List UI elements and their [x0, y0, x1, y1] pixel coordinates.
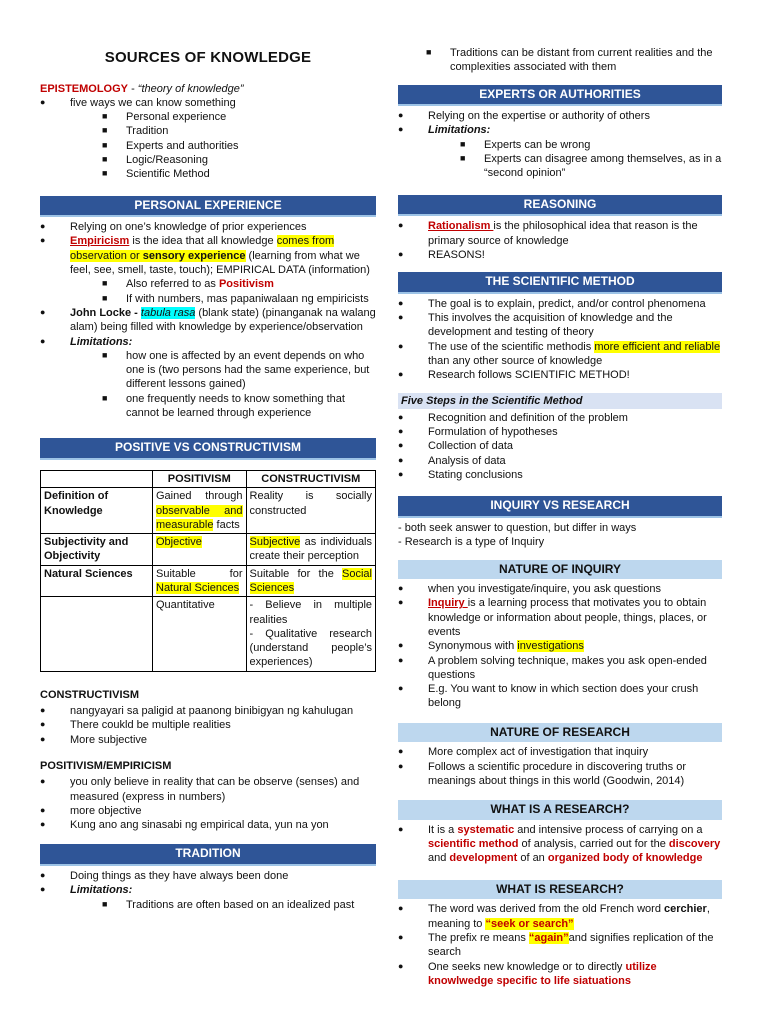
list-item: ● nangyayari sa paligid at paanong binibigyan ng kahulugan	[40, 704, 376, 718]
what-is-research-list	[398, 902, 722, 988]
cell-text: Suitable for	[156, 567, 243, 580]
table-row	[41, 488, 376, 534]
page-title: SOURCES OF KNOWLEDGE	[104, 49, 312, 66]
cell-text: as individuals create their perception	[249, 536, 372, 563]
epistemology-term: EPISTEMOLOGY	[40, 82, 129, 95]
list-item	[40, 96, 376, 182]
table-cell	[246, 597, 375, 671]
limitations-sublist	[70, 349, 376, 420]
wr-red: scientific method	[428, 838, 519, 851]
table-header: CONSTRUCTIVISM	[246, 470, 375, 487]
nature-of-inquiry-heading: NATURE OF INQUIRY	[398, 560, 722, 580]
tradition-sublist	[70, 898, 376, 912]
ivr-line-1: - both seek answer to question, but differ in ways	[398, 521, 637, 534]
ivr-line-2: - Research is a type of Inquiry	[398, 536, 545, 549]
list-item: ● Relying on the expertise or authority of others	[398, 109, 722, 123]
row-label: Natural Sciences	[41, 565, 153, 597]
locke-text: (blank state) (pinanganak na walang alam) being filled with knowledge by experience/observation	[70, 306, 376, 334]
list-item: ■ one frequently needs to know something that cannot be learned through experience	[70, 392, 376, 421]
wr2-text: and signifies replication of the search	[428, 931, 714, 959]
table-cell	[246, 534, 375, 566]
cell-highlight: Subjective	[249, 536, 301, 549]
cell-highlight: Social Sciences	[249, 567, 372, 594]
reasoning-list	[398, 219, 722, 262]
list-item	[398, 123, 722, 180]
list-item: ● Recognition and definition of the problem	[398, 411, 722, 425]
rationalism-text: is the philosophical idea that reason is the primary source of knowledge	[428, 220, 698, 247]
five-ways-list	[40, 96, 376, 182]
list-item: ■ Experts and authorities	[70, 139, 376, 153]
table-header: POSITIVISM	[153, 470, 247, 487]
list-item	[398, 340, 722, 369]
sm-text: than any other source of knowledge	[428, 354, 603, 367]
positivism-term: Positivism	[218, 278, 274, 291]
list-item: ■ Traditions can be distant from current realities and the complexities associated with them	[394, 46, 722, 75]
list-item: ■ If with numbers, mas papaniwalaan ng empiricists	[70, 292, 376, 306]
list-item	[398, 639, 722, 653]
list-item: ● Analysis of data	[398, 454, 722, 468]
wr2-highlight: “seek or search”	[485, 917, 574, 930]
row-label: Definition of Knowledge	[41, 488, 153, 534]
limitations-label: Limitations:	[428, 124, 491, 137]
wr-text: of an	[517, 852, 548, 865]
emp-text-b: (learning from what we feel, see, smell, taste, touch); EMPIRICAL DATA (information)	[70, 249, 370, 277]
wr2-text: , meaning to	[428, 903, 710, 930]
wr2-text: The prefix re means	[428, 931, 529, 944]
list-item: ■ Experts can disagree among themselves, as in a “second opinion”	[428, 152, 722, 181]
what-is-research-heading: WHAT IS RESEARCH?	[398, 880, 722, 900]
list-item: ■ Traditions are often based on an idealized past	[70, 898, 376, 912]
sub1-text: Also referred to as	[126, 278, 219, 291]
list-item	[398, 960, 722, 989]
nature-of-research-heading: NATURE OF RESEARCH	[398, 723, 722, 743]
left-column	[40, 0, 376, 912]
list-item: ● REASONS!	[398, 248, 722, 262]
positivism-list	[40, 775, 376, 832]
wr2-text: One seeks new knowledge or to directly	[428, 960, 626, 973]
cell-text: - Qualitative research (understand people’s experiences)	[249, 627, 372, 669]
list-item: ● Kung ano ang sinasabi ng empirical data, yun na yon	[40, 818, 376, 832]
scientific-method-heading: THE SCIENTIFIC METHOD	[398, 272, 722, 294]
list-item: ■ Scientific Method	[70, 167, 376, 181]
list-item: ● Follows a scientific procedure in discovering truths or meanings about things in this world (Goodwin, 2014)	[398, 760, 722, 789]
list-item: ● Stating conclusions	[398, 468, 722, 482]
sm-text: The use of the scientific methodis	[428, 340, 595, 353]
list-item: ● E.g. You want to know in which section does your crush belong	[398, 682, 722, 711]
list-item: ● More subjective	[40, 733, 376, 747]
wr-red: systematic	[457, 823, 515, 836]
epistemology-def: “theory of knowledge”	[137, 82, 244, 95]
what-is-a-research-heading: WHAT IS A RESEARCH?	[398, 800, 722, 820]
list-item: ● Relying on one’s knowledge of prior experiences	[40, 220, 376, 234]
rationalism-term: Rationalism	[428, 220, 494, 233]
list-item: ■ Tradition	[70, 124, 376, 138]
cell-text: Gained through	[156, 490, 243, 503]
emp-text-a: is the idea that all knowledge	[129, 235, 277, 248]
five-ways-intro: five ways we can know something	[70, 96, 236, 109]
limitations-label: Limitations:	[70, 335, 133, 348]
cell-text: - Believe in multiple realities	[249, 599, 372, 626]
sm-highlight: more efficient and reliable	[594, 340, 721, 353]
list-item: ● more objective	[40, 804, 376, 818]
list-item	[40, 306, 376, 335]
table-cell	[41, 597, 153, 671]
list-item: ■ Experts can be wrong	[428, 138, 722, 152]
five-ways-sublist	[70, 110, 376, 181]
right-column	[398, 46, 722, 988]
table-cell: Quantitative	[153, 597, 247, 671]
table-row	[41, 470, 376, 487]
wr-red: development	[449, 852, 518, 865]
pvc-table	[40, 470, 376, 672]
wr-text: and	[428, 852, 450, 865]
list-item	[40, 234, 376, 305]
tradition-continued	[394, 46, 722, 75]
five-steps-heading: Five Steps in the Scientific Method	[398, 393, 722, 409]
wr-text: It is a	[428, 823, 458, 836]
cell-text: facts	[213, 518, 240, 531]
list-item	[398, 902, 722, 931]
table-row	[41, 565, 376, 597]
wr-red: discovery	[668, 838, 721, 851]
list-item: ● This involves the acquisition of knowledge and the development and testing of theory	[398, 311, 722, 340]
list-item: ● More complex act of investigation that inquiry	[398, 745, 722, 759]
epistemology-sep: -	[128, 82, 138, 95]
scientific-method-list	[398, 297, 722, 383]
wr2-text: The word was derived from the old French word	[428, 903, 664, 916]
list-item: ● Doing things as they have always been done	[40, 869, 376, 883]
nature-research-list	[398, 745, 722, 788]
constructivism-list	[40, 704, 376, 747]
wr-red: organized body of knowledge	[547, 852, 703, 865]
list-item	[40, 335, 376, 421]
list-item	[398, 596, 722, 639]
limitations-label: Limitations:	[70, 884, 133, 897]
positivism-heading: POSITIVISM/EMPIRICISM	[40, 759, 172, 772]
list-item	[398, 823, 722, 866]
inquiry-list	[398, 582, 722, 711]
experts-heading: EXPERTS OR AUTHORITIES	[398, 85, 722, 107]
wr2-bold: cerchier	[664, 903, 707, 916]
cell-highlight: Objective	[156, 536, 202, 549]
list-item: ● you only believe in reality that can be observe (senses) and measured (express in numbers)	[40, 775, 376, 804]
table-row	[41, 597, 376, 671]
wr2-highlight: “again”	[528, 931, 569, 944]
table-cell	[153, 565, 247, 597]
wr-text: of analysis, carried out for the	[518, 838, 669, 851]
row-label: Subjectivity and Objectivity	[41, 534, 153, 566]
cell-highlight: Natural Sciences	[156, 582, 240, 594]
tabula-rasa: tabula rasa	[140, 306, 196, 319]
inquiry-text: Synonymous with	[428, 640, 518, 653]
empiricism-term: Empiricism	[70, 235, 130, 248]
list-item: ● A problem solving technique, makes you ask open-ended questions	[398, 654, 722, 683]
inquiry-text: is a learning process that motivates you to obtain knowledge or information about people, things, places, or events	[428, 597, 707, 638]
five-steps-list	[398, 411, 722, 482]
table-cell: Reality is socially constructed	[246, 488, 375, 534]
list-item: ● Formulation of hypotheses	[398, 425, 722, 439]
list-item: ■ Personal experience	[70, 110, 376, 124]
list-item	[398, 219, 722, 248]
cell-text: Suitable for the	[249, 567, 343, 580]
list-item	[398, 931, 722, 960]
pvc-heading: POSITIVE VS CONSTRUCTIVISM	[40, 438, 376, 460]
constructivism-heading: CONSTRUCTIVISM	[40, 688, 139, 701]
inquiry-vs-research-heading: INQUIRY VS RESEARCH	[398, 496, 722, 518]
experts-sublist	[428, 138, 722, 181]
table-row	[41, 534, 376, 566]
table-cell	[153, 534, 247, 566]
empiricism-sublist	[70, 277, 376, 306]
tradition-list	[40, 869, 376, 912]
list-item	[40, 883, 376, 912]
experts-list	[398, 109, 722, 180]
emp-highlight-1: comes from observation or	[70, 235, 335, 262]
inquiry-highlight: investigations	[517, 640, 584, 653]
personal-list	[40, 220, 376, 420]
list-item: ■ Logic/Reasoning	[70, 153, 376, 167]
inquiry-term: Inquiry	[428, 597, 468, 610]
wr2-red: utilize knowlwedge specific to life siatuations	[428, 960, 657, 987]
table-cell	[41, 470, 153, 487]
list-item: ● The goal is to explain, predict, and/or control phenomena	[398, 297, 722, 311]
list-item: ● There coukld be multiple realities	[40, 718, 376, 732]
cell-highlight: observable and measurable	[156, 504, 243, 531]
locke-name: John Locke -	[70, 306, 141, 319]
reasoning-heading: REASONING	[398, 195, 722, 217]
wr-text: and intensive process of carrying on a	[514, 823, 703, 836]
list-item: ● when you investigate/inquire, you ask questions	[398, 582, 722, 596]
table-cell	[246, 565, 375, 597]
list-item: ● Collection of data	[398, 439, 722, 453]
emp-highlight-2: sensory experience	[142, 249, 246, 262]
table-cell	[153, 488, 247, 534]
list-item: ■ how one is affected by an event depends on who one is (two persons had the same experience, but different lessons gained)	[70, 349, 376, 392]
list-item	[70, 277, 376, 291]
epistemology-line	[40, 82, 376, 96]
list-item: ● Research follows SCIENTIFIC METHOD!	[398, 368, 722, 382]
tradition-heading: TRADITION	[40, 844, 376, 866]
what-is-a-research-list	[398, 823, 722, 866]
personal-experience-heading: PERSONAL EXPERIENCE	[40, 196, 376, 218]
